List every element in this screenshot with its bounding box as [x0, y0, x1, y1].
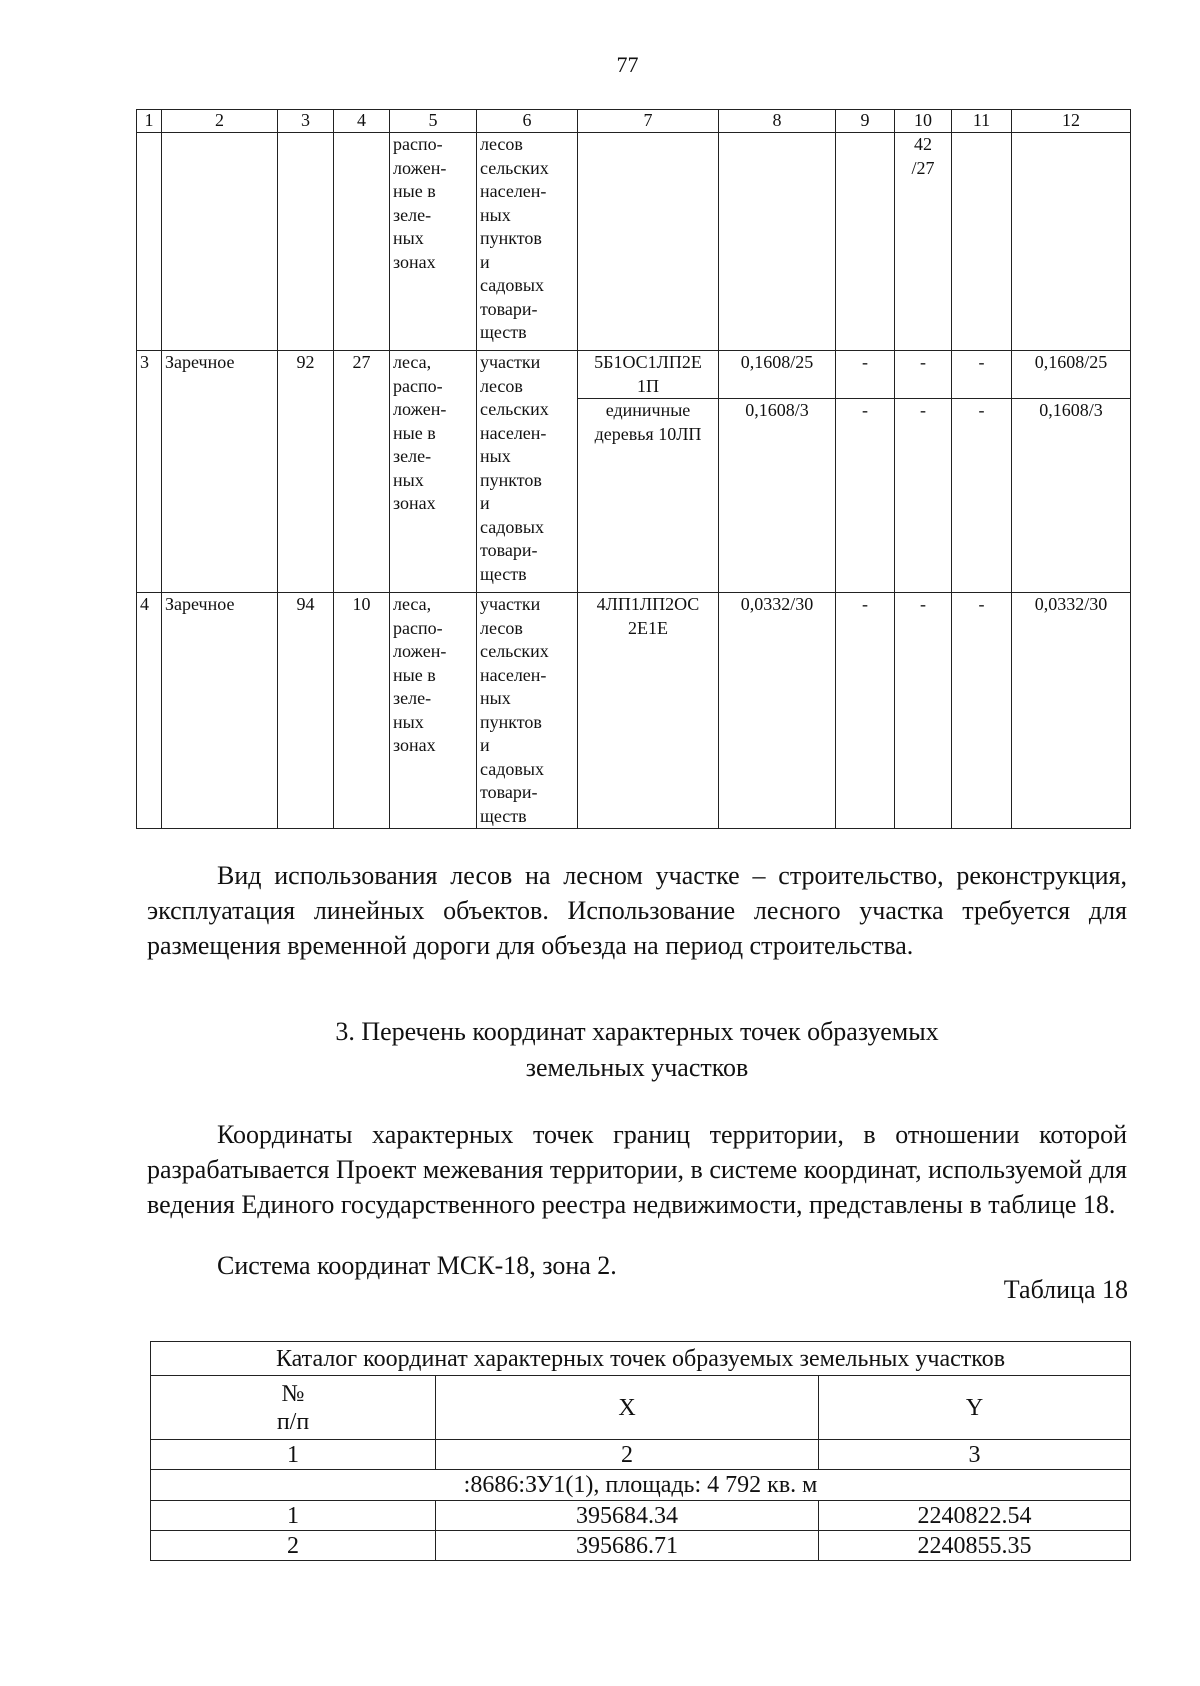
- table-header-row: [137, 110, 1131, 133]
- cell: 3: [819, 1440, 1131, 1470]
- cell: -: [836, 351, 895, 399]
- cell: 0,1608/3: [719, 399, 836, 593]
- cell: 0,0332/30: [1012, 593, 1131, 829]
- forest-plots-table: [136, 109, 1131, 829]
- cell: -: [952, 399, 1012, 593]
- paragraph-usage: [147, 858, 1127, 963]
- header-cell: 9: [836, 110, 895, 133]
- cell: 2240822.54: [819, 1501, 1131, 1531]
- cell: 395684.34: [436, 1501, 819, 1531]
- table-title-row: [151, 1342, 1131, 1376]
- paragraph-usage-text: Вид использования лесов на лесном участке – строительство, реконструкция, эксплуатация линейных объектов. Использование лесного участка требуется для размещения временной дороги для объезда на период строительства.: [147, 861, 1127, 960]
- group-label: :8686:ЗУ1(1), площадь: 4 792 кв. м: [151, 1470, 1131, 1501]
- paragraph-system-text: Система координат МСК-18, зона 2.: [217, 1251, 617, 1280]
- cell: -: [952, 351, 1012, 399]
- header-cell: 6: [477, 110, 578, 133]
- header-number: № п/п: [151, 1376, 436, 1440]
- cell: -: [895, 593, 952, 829]
- table-row: [137, 133, 1131, 351]
- subcategory-cell: участки лесов сельских населен- ных пунктов и садовых товари- ществ: [477, 593, 578, 829]
- composition-cell: 5Б1ОС1ЛП2Е 1П: [578, 351, 719, 399]
- table-row: [151, 1501, 1131, 1531]
- header-cell: 3: [278, 110, 334, 133]
- header-cell: 10: [895, 110, 952, 133]
- vydel-cell: 27: [334, 351, 390, 593]
- table-row: [137, 351, 1131, 399]
- table-title: Каталог координат характерных точек образуемых земельных участков: [151, 1342, 1131, 1376]
- header-cell: 4: [334, 110, 390, 133]
- vydel-cell: 10: [334, 593, 390, 829]
- composition-cell: единичные деревья 10ЛП: [578, 399, 719, 593]
- cell: 2240855.35: [819, 1531, 1131, 1561]
- header-x: X: [436, 1376, 819, 1440]
- section-heading: 3. Перечень координат характерных точек образуемых земельных участков: [335, 1017, 939, 1082]
- header-cell: 7: [578, 110, 719, 133]
- paragraph-coords: [147, 1117, 1127, 1222]
- cell: -: [836, 399, 895, 593]
- table-caption: Таблица 18: [1003, 1275, 1128, 1304]
- cell: -: [952, 593, 1012, 829]
- category-cell: распо- ложен- ные в зеле- ных зонах: [390, 133, 477, 351]
- cell: 2: [436, 1440, 819, 1470]
- forestry-name: Заречное: [162, 351, 278, 593]
- header-cell: 1: [137, 110, 162, 133]
- row-number: 3: [137, 351, 162, 593]
- table-row: [151, 1531, 1131, 1561]
- cell: 0,1608/25: [719, 351, 836, 399]
- kvartal-cell: 92: [278, 351, 334, 593]
- header-cell: 11: [952, 110, 1012, 133]
- category-cell: леса, распо- ложен- ные в зеле- ных зонах: [390, 593, 477, 829]
- paragraph-system: [147, 1248, 1127, 1283]
- cell: 0,1608/3: [1012, 399, 1131, 593]
- header-cell: 8: [719, 110, 836, 133]
- cell: 0,1608/25: [1012, 351, 1131, 399]
- cell: 42 /27: [895, 133, 952, 351]
- cell: 1: [151, 1440, 436, 1470]
- cell: 1: [151, 1501, 436, 1531]
- forestry-name: Заречное: [162, 593, 278, 829]
- cell: -: [836, 593, 895, 829]
- subcategory-cell: участки лесов сельских населен- ных пунктов и садовых товари- ществ: [477, 351, 578, 593]
- table-header-row: [151, 1376, 1131, 1440]
- page-number: 77: [616, 52, 639, 77]
- coordinates-table: [150, 1341, 1131, 1561]
- kvartal-cell: 94: [278, 593, 334, 829]
- header-cell: 2: [162, 110, 278, 133]
- cell: 395686.71: [436, 1531, 819, 1561]
- column-numbers-row: [151, 1440, 1131, 1470]
- group-row: [151, 1470, 1131, 1501]
- header-cell: 5: [390, 110, 477, 133]
- cell: 0,0332/30: [719, 593, 836, 829]
- row-number: 4: [137, 593, 162, 829]
- subcategory-cell: лесов сельских населен- ных пунктов и садовых товари- ществ: [477, 133, 578, 351]
- cell: -: [895, 351, 952, 399]
- composition-cell: 4ЛП1ЛП2ОС 2Е1Е: [578, 593, 719, 829]
- header-y: Y: [819, 1376, 1131, 1440]
- category-cell: леса, распо- ложен- ные в зеле- ных зонах: [390, 351, 477, 593]
- header-cell: 12: [1012, 110, 1131, 133]
- cell: 2: [151, 1531, 436, 1561]
- table-row: [137, 593, 1131, 829]
- paragraph-coords-text: Координаты характерных точек границ территории, в отношении которой разрабатывается Проект межевания территории, в системе координат, используемой для ведения Единого государственного реестра недвижимости, представлены в таблице 18.: [147, 1120, 1127, 1219]
- cell: -: [895, 399, 952, 593]
